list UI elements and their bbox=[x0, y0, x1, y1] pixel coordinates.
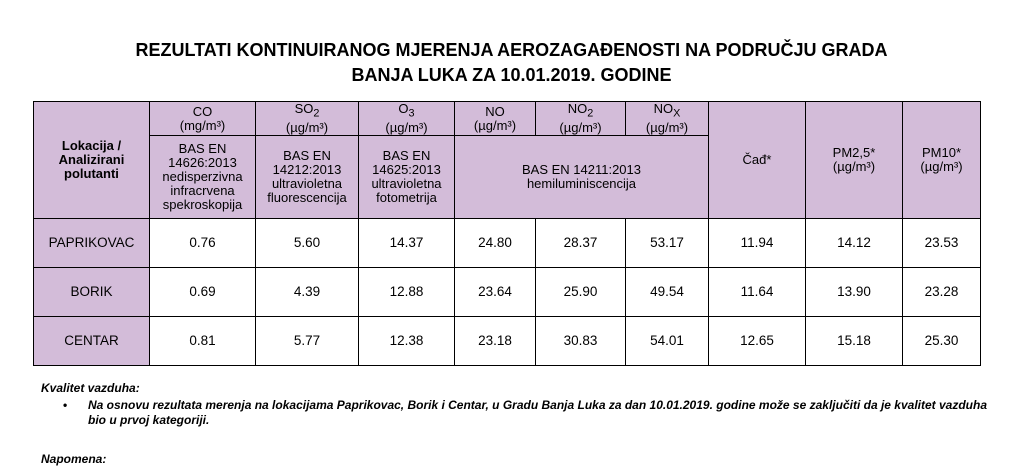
pollutant-name: PM10* bbox=[921, 145, 962, 160]
method-cell-nox bbox=[455, 136, 709, 219]
page-title bbox=[0, 38, 1023, 88]
value-cell-no2: 25.90 bbox=[536, 268, 626, 317]
pollutant-unit: (µg/m³) bbox=[920, 159, 963, 174]
method-cell-so2 bbox=[256, 136, 359, 219]
corner-label-line-2: Analizirani bbox=[58, 152, 125, 167]
results-table bbox=[33, 101, 981, 366]
value-cell-cad: 11.64 bbox=[709, 268, 806, 317]
value-cell-co: 0.81 bbox=[150, 317, 256, 366]
method-line: BAS EN bbox=[178, 141, 227, 156]
title-line-2: BANJA LUKA ZA 10.01.2019. GODINE bbox=[351, 65, 672, 85]
pollutant-unit: (µg/m³) bbox=[559, 119, 602, 135]
value-cell-o3: 12.88 bbox=[359, 268, 455, 317]
pollutant-header-pm10 bbox=[903, 102, 981, 219]
corner-label-line-1: Lokacija / bbox=[61, 138, 122, 153]
method-line: infracrvena bbox=[170, 183, 235, 198]
pollutant-name: NO bbox=[653, 101, 674, 117]
pollutant-header-pm25 bbox=[806, 102, 903, 219]
value-cell-cad: 11.94 bbox=[709, 219, 806, 268]
pollutant-header-no bbox=[455, 102, 536, 136]
value-cell-nox: 54.01 bbox=[626, 317, 709, 366]
pollutant-header-no2 bbox=[536, 102, 626, 136]
pollutant-name: Čađ* bbox=[742, 152, 772, 167]
air-quality-notes bbox=[41, 381, 991, 428]
pollutant-unit: (µg/m³) bbox=[645, 119, 689, 135]
method-line: ultravioletna bbox=[371, 176, 442, 191]
method-line: fotometrija bbox=[376, 190, 437, 205]
value-cell-pm10: 23.53 bbox=[903, 219, 981, 268]
header-row-pollutants bbox=[34, 102, 981, 136]
pollutant-name: NO bbox=[567, 101, 588, 117]
value-cell-co: 0.76 bbox=[150, 219, 256, 268]
method-line: nedisperzivna bbox=[162, 169, 243, 184]
pollutant-name: PM2,5* bbox=[832, 145, 876, 160]
value-cell-pm25: 15.18 bbox=[806, 317, 903, 366]
table-row bbox=[34, 219, 981, 268]
pollutant-name: NO bbox=[485, 103, 505, 119]
method-line: BAS EN bbox=[382, 148, 431, 163]
value-cell-pm25: 13.90 bbox=[806, 268, 903, 317]
method-line: 14212:2013 bbox=[272, 162, 342, 177]
value-cell-so2: 5.77 bbox=[256, 317, 359, 366]
corner-header-cell bbox=[34, 102, 150, 219]
value-cell-o3: 12.38 bbox=[359, 317, 455, 366]
value-cell-so2: 5.60 bbox=[256, 219, 359, 268]
pollutant-header-o3 bbox=[359, 102, 455, 136]
value-cell-cad: 12.65 bbox=[709, 317, 806, 366]
notes-text: Na osnovu rezultata merenja na lokacijama Paprikovac, Borik i Centar, u Gradu Banja Luka za dan 10.01.2019. godine može se zaključiti da je kvalitet vazduha bio u prvoj kategoriji. bbox=[88, 398, 987, 427]
method-line: hemiluminiscencija bbox=[526, 176, 637, 191]
pollutant-name: CO bbox=[192, 103, 213, 119]
pollutant-subscript: 2 bbox=[587, 107, 594, 120]
pollutant-header-co bbox=[150, 102, 256, 136]
method-line: ultravioletna bbox=[271, 176, 343, 191]
pollutant-header-so2 bbox=[256, 102, 359, 136]
method-line: BAS EN 14211:2013 bbox=[521, 162, 641, 177]
location-cell: BORIK bbox=[34, 268, 150, 317]
table-row bbox=[34, 268, 981, 317]
method-cell-o3 bbox=[359, 136, 455, 219]
value-cell-no: 23.64 bbox=[455, 268, 536, 317]
pollutant-subscript: 2 bbox=[313, 107, 320, 120]
value-cell-pm25: 14.12 bbox=[806, 219, 903, 268]
pollutant-unit: (µg/m³) bbox=[473, 117, 517, 133]
notes-heading: Kvalitet vazduha: bbox=[41, 381, 140, 395]
method-line: 14625:2013 bbox=[372, 162, 441, 177]
pollutant-name: SO bbox=[294, 101, 314, 117]
pollutant-unit: (µg/m³) bbox=[385, 119, 428, 135]
corner-label-line-3: polutanti bbox=[64, 166, 119, 181]
value-cell-co: 0.69 bbox=[150, 268, 256, 317]
pollutant-unit: (µg/m³) bbox=[285, 119, 329, 135]
pollutant-header-cad bbox=[709, 102, 806, 219]
value-cell-nox: 53.17 bbox=[626, 219, 709, 268]
pollutant-unit: (mg/m³) bbox=[179, 117, 226, 133]
method-line: 14626:2013 bbox=[168, 155, 237, 170]
method-line: spekroskopija bbox=[162, 197, 243, 212]
cut-off-footer-text: Napomena: bbox=[41, 452, 107, 466]
bullet-icon: • bbox=[63, 398, 68, 412]
title-line-1: REZULTATI KONTINUIRANOG MJERENJA AEROZAGAĐENOSTI NA PODRUČJU GRADA bbox=[135, 40, 888, 60]
notes-bullet-item bbox=[41, 398, 991, 428]
pollutant-header-nox bbox=[626, 102, 709, 136]
value-cell-no2: 28.37 bbox=[536, 219, 626, 268]
value-cell-so2: 4.39 bbox=[256, 268, 359, 317]
value-cell-nox: 49.54 bbox=[626, 268, 709, 317]
value-cell-pm10: 23.28 bbox=[903, 268, 981, 317]
table-row bbox=[34, 317, 981, 366]
value-cell-o3: 14.37 bbox=[359, 219, 455, 268]
value-cell-pm10: 25.30 bbox=[903, 317, 981, 366]
method-line: BAS EN bbox=[283, 148, 331, 163]
pollutant-subscript: X bbox=[673, 107, 681, 120]
value-cell-no: 23.18 bbox=[455, 317, 536, 366]
pollutant-name: O bbox=[398, 101, 409, 117]
location-cell: PAPRIKOVAC bbox=[34, 219, 150, 268]
pollutant-subscript: 3 bbox=[408, 107, 415, 120]
method-line: fluorescencija bbox=[267, 190, 347, 205]
method-cell-co bbox=[150, 136, 256, 219]
pollutant-unit: (µg/m³) bbox=[832, 159, 876, 174]
value-cell-no2: 30.83 bbox=[536, 317, 626, 366]
value-cell-no: 24.80 bbox=[455, 219, 536, 268]
location-cell: CENTAR bbox=[34, 317, 150, 366]
